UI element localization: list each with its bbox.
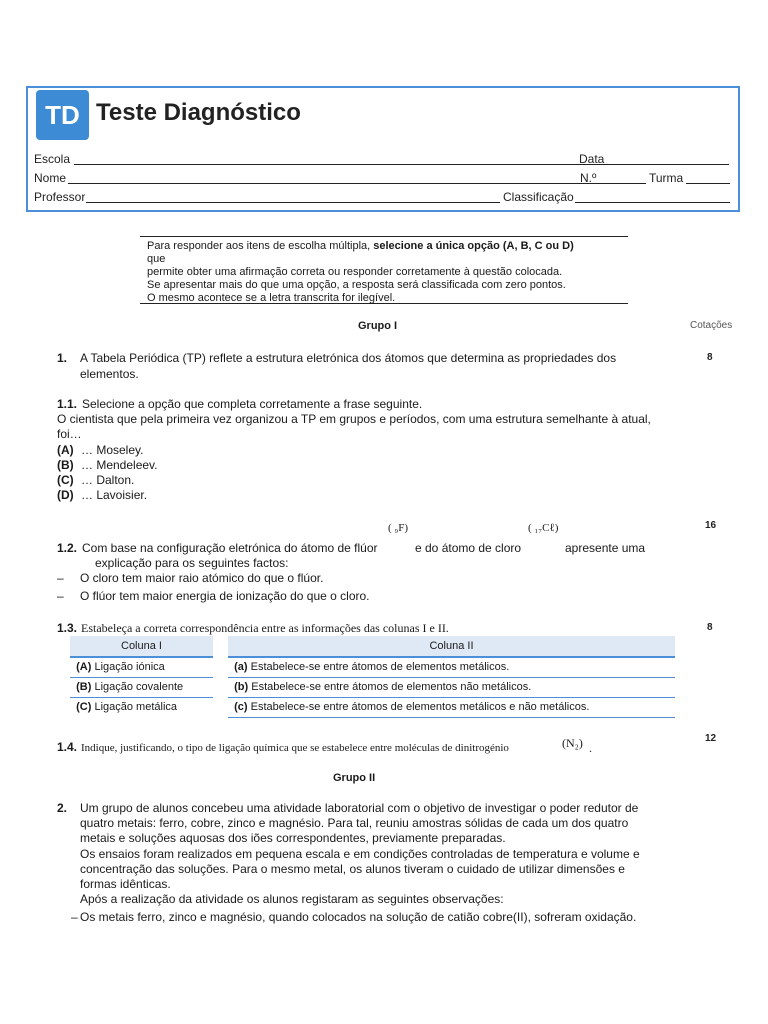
col1-row-a (70, 658, 213, 678)
col2-letter: (a) (234, 661, 248, 673)
q2-line-5: concentração das soluções. Para o mesmo metal, os alunos tiveram o cuidado de utilizar dimensões e (80, 862, 625, 876)
field-row-nome (34, 171, 730, 187)
q2-line-3: metais e soluções aquosas dos iões correspondentes, previamente preparadas. (80, 831, 506, 845)
field-row-escola (34, 152, 730, 168)
q12-text-b: e do átomo de cloro (415, 541, 522, 555)
formula-cloro: ( ₁₇Cℓ) (528, 522, 559, 534)
q1-number: 1. (57, 351, 68, 365)
q11-option-a[interactable]: … Moseley. (81, 443, 144, 457)
col2-text: Estabelece-se entre átomos de elementos não metálicos. (251, 681, 532, 693)
q13-number: 1.3. (57, 621, 78, 635)
col1-row-c (70, 698, 213, 717)
q2-line-6: formas idênticas. (80, 877, 171, 891)
q11-option-letter-d: (D) (57, 488, 74, 502)
nome-label: Nome (34, 171, 67, 185)
q11-option-b[interactable]: … Mendeleev. (81, 458, 158, 472)
col2-row-a (228, 658, 675, 678)
field-row-professor (34, 190, 730, 206)
q12-fact-2: O flúor tem maior energia de ionização do que o cloro. (80, 589, 370, 603)
col1-text: Ligação iónica (94, 661, 165, 673)
q12-fact-dash-2: – (57, 589, 64, 603)
col2-row-c (228, 698, 675, 718)
q13-text: Estabeleça a correta correspondência entre as informações das colunas I e II. (81, 621, 449, 635)
classificacao-input[interactable] (575, 190, 730, 203)
q12-points: 16 (705, 520, 717, 531)
col1-text: Ligação covalente (94, 681, 184, 693)
q2-observation: Os metais ferro, zinco e magnésio, quando colocados na solução de catião cobre(II), sofreram oxidação. (80, 910, 637, 924)
q14-formula: (N₂) (562, 736, 583, 750)
q11-stem-1: O cientista que pela primeira vez organizou a TP em grupos e períodos, com uma estrutura semelhante à atual, (57, 412, 651, 426)
professor-label: Professor (34, 190, 86, 204)
q2-number: 2. (57, 801, 68, 815)
q2-line-7: Após a realização da atividade os alunos registaram as seguintes observações: (80, 892, 504, 906)
classificacao-label: Classificação (503, 190, 574, 204)
q13-points: 8 (707, 622, 713, 633)
col1-letter: (C) (76, 701, 92, 713)
col2-text: Estabelece-se entre átomos de elementos metálicos e não metálicos. (250, 701, 590, 713)
col2-letter: (c) (234, 701, 248, 713)
group-1-title: Grupo I (358, 320, 398, 332)
q12-number: 1.2. (57, 541, 78, 555)
data-label: Data (579, 152, 605, 166)
page-title: Teste Diagnóstico (96, 99, 301, 126)
col1-letter: (A) (76, 661, 92, 673)
instructions-line-5: O mesmo acontece se a letra transcrita for ilegível. (147, 292, 396, 304)
q1-text-2: elementos. (80, 367, 139, 381)
q14-text: Indique, justificando, o tipo de ligação química que se estabelece entre moléculas de dinitrogénio (81, 742, 509, 754)
nome-input[interactable] (68, 171, 602, 184)
instructions-line-4: Se apresentar mais do que uma opção, a resposta será classificada com zero pontos. (147, 279, 566, 291)
q2-obs-dash: – (71, 910, 78, 924)
q14-points: 12 (705, 733, 717, 744)
q11-option-letter-a: (A) (57, 443, 74, 457)
q11-stem-2: foi… (57, 427, 82, 441)
q11-number: 1.1. (57, 397, 78, 411)
turma-input[interactable] (686, 171, 730, 184)
formula-fluor: ( ₉F) (388, 522, 409, 534)
col2-letter: (b) (234, 681, 249, 693)
instructions-box (140, 236, 628, 304)
q11-option-d[interactable]: … Lavoisier. (81, 488, 148, 502)
numero-input[interactable] (600, 171, 646, 184)
data-input[interactable] (607, 152, 729, 165)
q11-option-letter-c: (C) (57, 473, 74, 487)
q2-line-4: Os ensaios foram realizados em pequena escala e em condições controladas de temperatura e volume e (80, 847, 640, 861)
instructions-text: Para responder aos itens de escolha múltipla, (147, 240, 371, 252)
instructions-line-1 (140, 240, 628, 253)
col2-row-b (228, 678, 675, 698)
col1-header: Coluna I (70, 636, 213, 658)
instructions-line-3: permite obter uma afirmação correta ou responder corretamente à questão colocada. (147, 266, 563, 278)
escola-label: Escola (34, 152, 71, 166)
instructions-bold: selecione a única opção (A, B, C ou D) (373, 240, 574, 252)
q12-fact-1: O cloro tem maior raio atómico do que o flúor. (80, 571, 324, 585)
col2-text: Estabelece-se entre átomos de elementos metálicos. (250, 661, 510, 673)
q11-text: Selecione a opção que completa corretamente a frase seguinte. (82, 397, 423, 411)
q12-text-2: explicação para os seguintes factos: (95, 556, 289, 570)
q1-text-1: A Tabela Periódica (TP) reflete a estrutura eletrónica dos átomos que determina as propriedades dos (80, 351, 617, 365)
td-logo: TD (36, 90, 89, 140)
professor-input[interactable] (86, 190, 500, 203)
q14-number: 1.4. (57, 740, 78, 754)
q2-line-2: quatro metais: ferro, cobre, zinco e magnésio. Para tal, reuniu amostras sólidas de cada um dos quatro (80, 816, 629, 830)
q14-end: . (589, 741, 592, 755)
cotacoes-label: Cotações (690, 320, 733, 331)
escola-input[interactable] (74, 152, 608, 165)
instructions-line-2: que (147, 253, 166, 265)
q12-text-a: Com base na configuração eletrónica do átomo de flúor (82, 541, 378, 555)
numero-label: N.º (580, 171, 597, 185)
col1-row-b (70, 678, 213, 698)
turma-label: Turma (649, 171, 684, 185)
group-2-title: Grupo II (333, 772, 376, 784)
q11-option-letter-b: (B) (57, 458, 74, 472)
q11-option-c[interactable]: … Dalton. (81, 473, 135, 487)
q12-text-c: apresente uma (565, 541, 646, 555)
col1-letter: (B) (76, 681, 92, 693)
q2-line-1: Um grupo de alunos concebeu uma atividade laboratorial com o objetivo de investigar o poder redutor de (80, 801, 639, 815)
col2-header: Coluna II (228, 636, 675, 658)
col1-text: Ligação metálica (94, 701, 178, 713)
q12-fact-dash-1: – (57, 571, 64, 585)
q1-points: 8 (707, 352, 713, 363)
